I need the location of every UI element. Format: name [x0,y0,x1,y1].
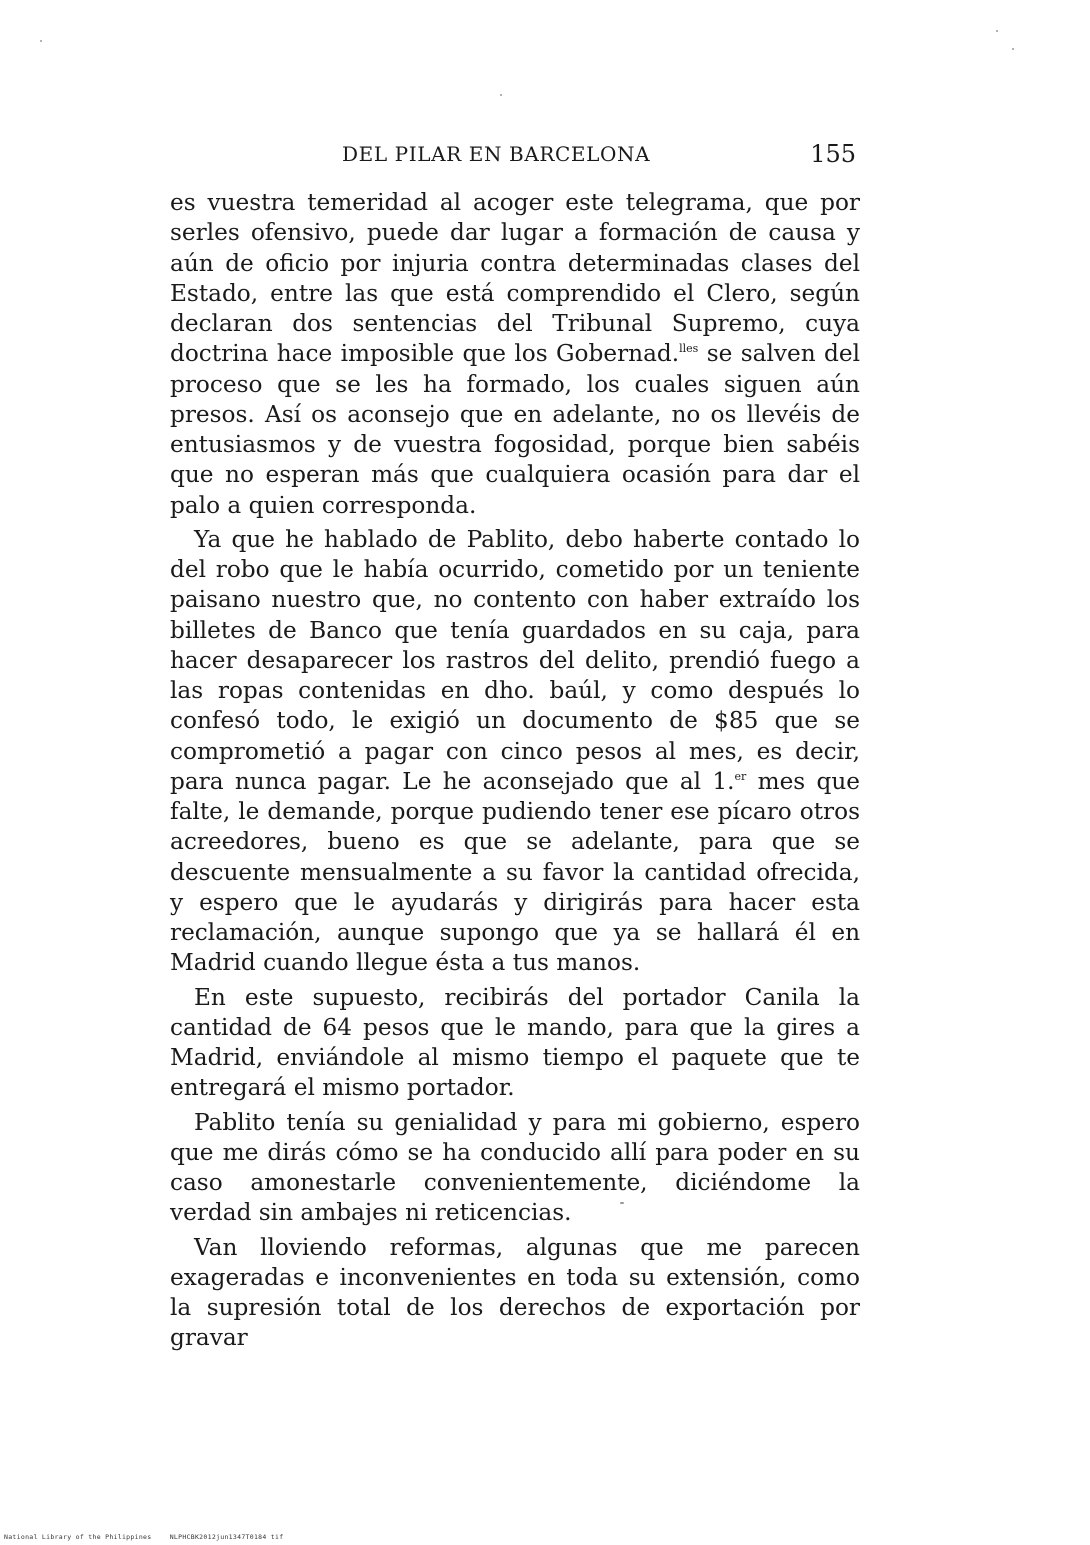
paragraph [170,525,860,979]
paragraph-text: se salven del proceso que se les ha formado, los cuales siguen aún presos. Así os aconsejo que en adelante, no os llevéis de entusiasmos y de vuestra fogosidad, porque bien sabéis que no esperan más que cualquiera ocasión para dar el palo a quien corresponda. [170,340,860,519]
library-credit: National Library of the Philippines [4,1533,152,1541]
scan-footer [4,1533,283,1541]
paragraph [170,188,860,521]
running-head: DEL PILAR EN BARCELONA [342,142,651,166]
paragraph-text: En este supuesto, recibirás del portador Canila la cantidad de 64 pesos que le mando, para que la gires a Madrid, enviándole al mismo tiempo el paquete que te entregará el mismo portador. [170,983,860,1102]
page-number: 155 [810,140,856,168]
paragraph-text: Pablito tenía su genialidad y para mi gobierno, espero que me dirás cómo se ha conducido allí para poder en su caso amonestarle convenientemente, diciéndome la verdad sin ambajes ni reticencias. [170,1108,860,1227]
paragraph-text: es vuestra temeridad al acoger este telegrama, que por serles ofensivo, puede dar lugar a formación de causa y aún de oficio por injuria contra determinadas clases del Estado, entre las que está comprendido el Clero, según declaran dos sentencias del Tribunal Supremo, cuya doctrina hace imposible que los Gobernad. [170,189,860,368]
paragraph [170,983,860,1104]
page-header [170,140,860,172]
abbreviation-superscript: er [734,769,747,783]
scan-speck [1012,48,1014,50]
scan-speck [40,40,42,42]
abbreviation-superscript: lles [679,342,699,356]
paragraph-text: Ya que he hablado de Pablito, debo haberte contado lo del robo que le había ocurrido, cometido por un teniente paisano nuestro que, no contento con haber extraído los billetes de Banco que tenía guardados en su caja, para hacer desaparecer los rastros del delito, prendió fuego a las ropas contenidas en dho. baúl, y como después lo confesó todo, le exigió un documento de $85 que se comprometió a pagar con cinco pesos al mes, es decir, para nunca pagar. Le he aconsejado que al 1. [170,525,860,795]
paragraph [170,1233,860,1354]
scan-speck [500,94,502,96]
file-id: NLPHCBK2012jun1347T0184 tif [169,1533,284,1541]
scan-speck [996,30,998,32]
paragraph [170,1108,860,1229]
paragraph-text: mes que falte, le demande, porque pudiendo tener ese pícaro otros acreedores, bueno es que se adelante, para que se descuente mensualmente a su favor la cantidad ofrecida, y espero que le ayudarás y dirigirás para hacer esta reclamación, aunque supongo que ya se hallará él en Madrid cuando llegue ésta a tus manos. [170,767,860,977]
body-text [170,188,860,1358]
paragraph-text: Van lloviendo reformas, algunas que me parecen exageradas e inconvenientes en toda su extensión, como la supresión total de los derechos de exportación por gravar [170,1233,860,1352]
